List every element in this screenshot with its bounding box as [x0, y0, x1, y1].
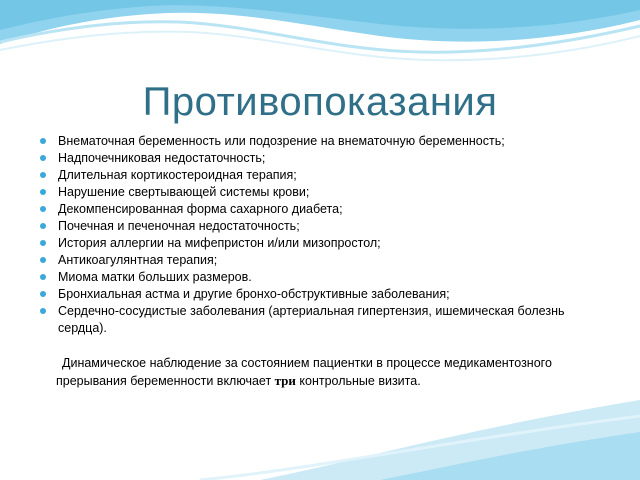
list-item-text: Антикоагулянтная терапия;: [58, 253, 218, 267]
bullet-icon: [40, 308, 46, 314]
slide-title: Противопоказания: [142, 80, 498, 124]
note-emphasis: три: [274, 373, 296, 388]
list-item-text: Внематочная беременность или подозрение на внематочную беременность;: [58, 134, 505, 148]
list-item: [38, 201, 598, 218]
list-item-text: История аллергии на мифепристон и/или мизопростол;: [58, 236, 381, 250]
list-item-text: Длительная кортикостероидная терапия;: [58, 168, 297, 182]
list-item-text: Бронхиальная астма и другие бронхо-обструктивные заболевания;: [58, 287, 450, 301]
list-item: [38, 133, 598, 150]
note-text-after: контрольные визита.: [295, 374, 421, 388]
bullet-icon: [40, 240, 46, 246]
note-text-before: Динамическое наблюдение за состоянием пациентки в процессе медикаментозного прерывания беременности включает: [56, 356, 552, 388]
bullet-icon: [40, 172, 46, 178]
contraindications-list: [38, 133, 598, 337]
list-item: [38, 235, 598, 252]
bullet-icon: [40, 155, 46, 161]
list-item-text: Сердечно-сосудистые заболевания (артериальная гипертензия, ишемическая болезнь сердца).: [58, 304, 565, 335]
bullet-icon: [40, 189, 46, 195]
list-item-text: Нарушение свертывающей системы крови;: [58, 185, 310, 199]
list-item: [38, 184, 598, 201]
list-item: [38, 303, 598, 337]
bullet-icon: [40, 274, 46, 280]
list-item: [38, 286, 598, 303]
list-item-text: Декомпенсированная форма сахарного диабета;: [58, 202, 343, 216]
top-wave-decoration: [0, 0, 640, 80]
list-item: [38, 269, 598, 286]
bullet-icon: [40, 291, 46, 297]
list-item-text: Миома матки больших размеров.: [58, 270, 252, 284]
bullet-icon: [40, 223, 46, 229]
list-item: [38, 252, 598, 269]
bullet-icon: [40, 138, 46, 144]
monitoring-note: [56, 355, 596, 390]
bullet-icon: [40, 206, 46, 212]
list-item: [38, 167, 598, 184]
bottom-wave-decoration: [0, 380, 640, 480]
list-item-text: Почечная и печеночная недостаточность;: [58, 219, 300, 233]
list-item: [38, 150, 598, 167]
list-item-text: Надпочечниковая недостаточность;: [58, 151, 266, 165]
list-item: [38, 218, 598, 235]
bullet-icon: [40, 257, 46, 263]
